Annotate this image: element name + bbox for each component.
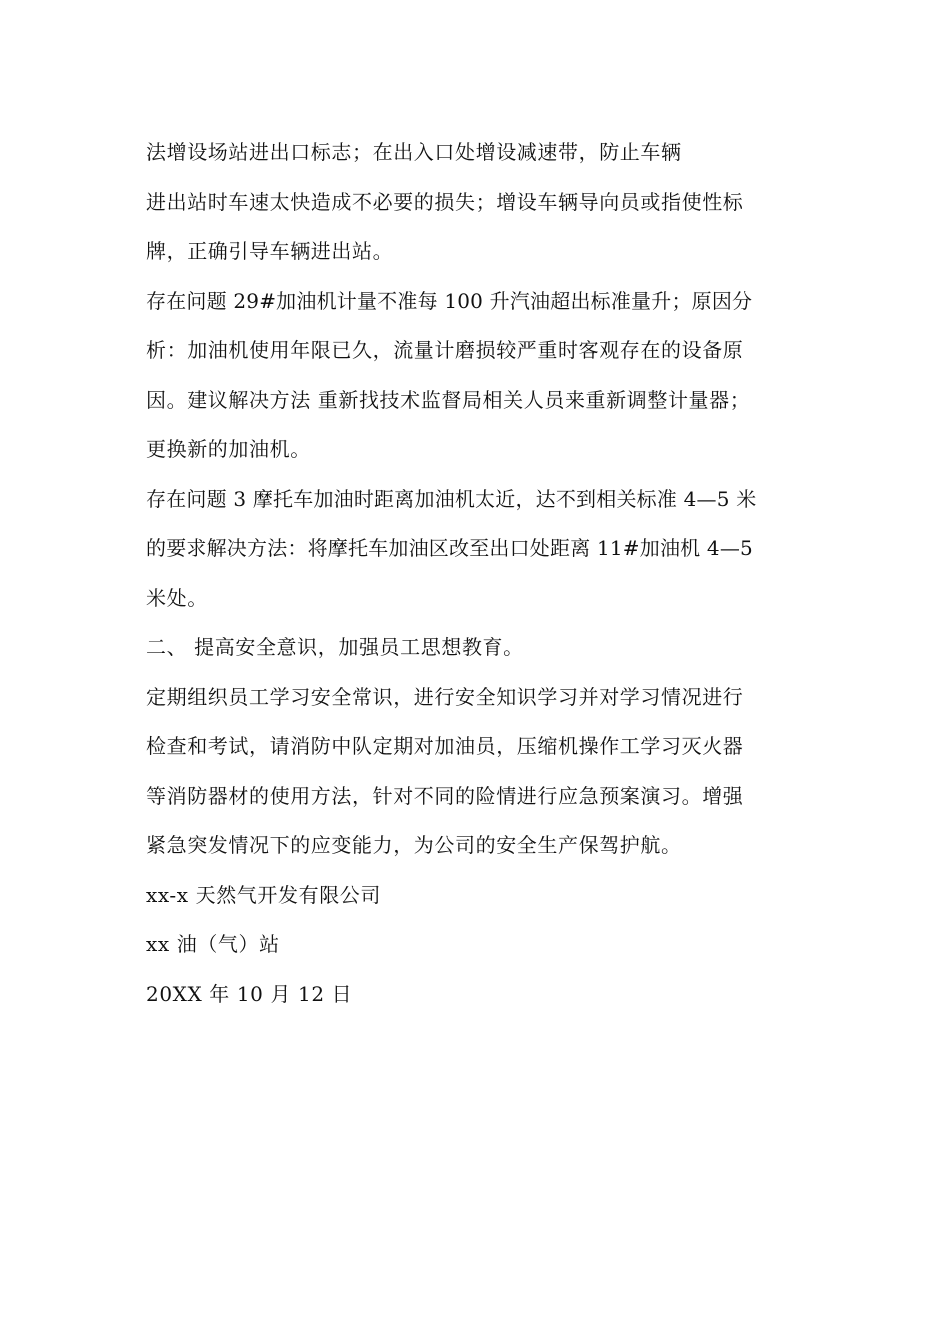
text-line-7: 更换新的加油机。 (146, 437, 311, 461)
text-line-9: 的要求解决方法：将摩托车加油区改至出口处距离 11#加油机 4—5 (146, 536, 753, 560)
document-body (146, 132, 816, 1023)
text-line-12: 定期组织员工学习安全常识，进行安全知识学习并对学习情况进行 (146, 684, 744, 709)
text-line-13: 检查和考试，请消防中队定期对加油员，压缩机操作工学习灭火器 (146, 734, 744, 758)
text-line-3: 牌，正确引导车辆进出站。 (146, 239, 394, 263)
text-line-10: 米处。 (146, 585, 208, 610)
text-line-14: 等消防器材的使用方法，针对不同的险情进行应急预案演习。增强 (146, 783, 744, 808)
section-heading: 二、 提高安全意识，加强员工思想教育。 (146, 635, 524, 659)
text-line-6: 因。建议解决方法 重新找技术监督局相关人员来重新调整计量器； (146, 387, 751, 412)
signature-company: xx-x 天然气开发有限公司 (146, 882, 382, 907)
text-line-8: 存在问题 3 摩托车加油时距离加油机太近，达不到相关标准 4—5 米 (146, 486, 757, 511)
text-line-1: 法增设场站进出口标志；在出入口处增设减速带，防止车辆 (146, 140, 682, 164)
signature-date: 20XX 年 10 月 12 日 (146, 981, 353, 1006)
signature-station: xx 油（气）站 (146, 932, 280, 956)
text-line-2: 进出站时车速太快造成不必要的损失；增设车辆导向员或指使性标 (146, 189, 744, 214)
text-line-5: 析：加油机使用年限已久，流量计磨损较严重时客观存在的设备原 (146, 338, 744, 362)
text-line-4: 存在问题 29#加油机计量不准每 100 升汽油超出标准量升；原因分 (146, 288, 753, 313)
text-line-15: 紧急突发情况下的应变能力，为公司的安全生产保驾护航。 (146, 833, 682, 857)
